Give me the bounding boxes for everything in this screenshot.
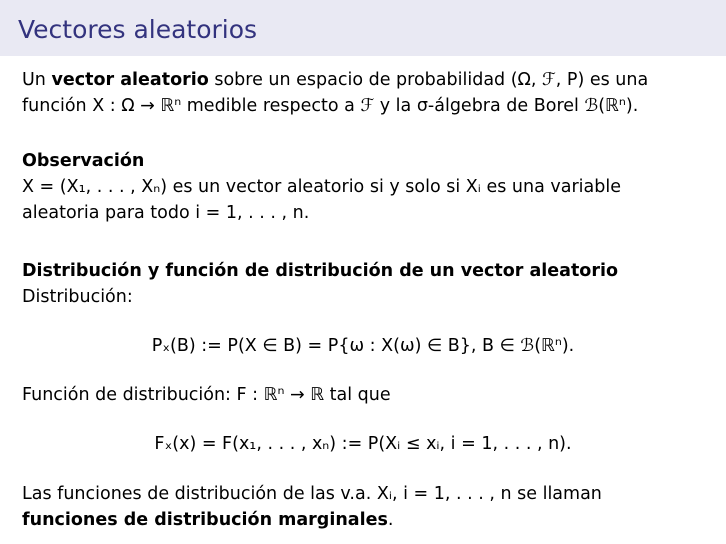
definition-line-1: Un vector aleatorio sobre un espacio de probabilidad (Ω, ℱ, P) es una: [22, 70, 649, 90]
distribution-label: Distribución:: [22, 287, 133, 307]
distribution-formula: Pₓ(B) := P(X ∈ B) = P{ω : X(ω) ∈ B}, B ∈ ℬ(ℝⁿ).: [151, 336, 575, 356]
observation-heading: Observación: [22, 151, 145, 171]
slide-title: Vectores aleatorios: [18, 15, 258, 44]
marginal-line-2: funciones de distribución marginales.: [22, 510, 394, 530]
definition-line-2: función X : Ω → ℝⁿ medible respecto a ℱ y la σ-álgebra de Borel ℬ(ℝⁿ).: [22, 96, 639, 116]
definition-paragraph: [22, 67, 712, 119]
title-bar: [0, 0, 726, 56]
observation-line-1: X = (X₁, . . . , Xₙ) es un vector aleatorio si y solo si Xᵢ es una variable: [22, 177, 621, 197]
marginal-paragraph: [22, 481, 712, 533]
distribution-heading: Distribución y función de distribución de un vector aleatorio: [22, 261, 618, 281]
definition-term: vector aleatorio: [51, 70, 209, 90]
marginal-term: funciones de distribución marginales: [22, 510, 388, 530]
marginal-line-1: Las funciones de distribución de las v.a. Xᵢ, i = 1, . . . , n se llaman: [22, 484, 602, 504]
distribution-function-label: Función de distribución: F : ℝⁿ → ℝ tal que: [22, 385, 391, 405]
distribution-function-formula: Fₓ(x) = F(x₁, . . . , xₙ) := P(Xᵢ ≤ xᵢ, i = 1, . . . , n).: [154, 434, 572, 454]
observation-block: [22, 148, 712, 226]
observation-line-2: aleatoria para todo i = 1, . . . , n.: [22, 203, 310, 223]
distribution-block: [22, 258, 712, 310]
